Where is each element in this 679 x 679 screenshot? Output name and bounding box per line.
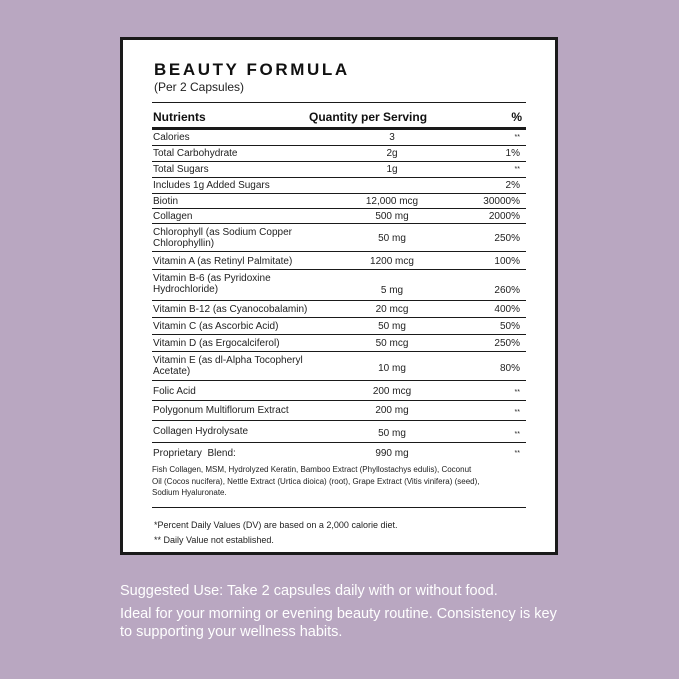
nutrient-percent: ** — [514, 166, 520, 173]
blend-ingredients: Fish Collagen, MSM, Hydrolyzed Keratin, Bamboo Extract (Phyllostachys edulis), Coconut Oil (Cocos nucifera), Nettle Extract (Urtica dioica) (root), Grape Extract (Vitis vinifera) (seed), Sodium Hyaluronate. — [152, 465, 480, 497]
nutrient-quantity: 990 mg — [375, 448, 409, 459]
nutrient-table — [152, 130, 526, 461]
table-row — [152, 443, 526, 461]
footnote-daily-values: *Percent Daily Values (DV) are based on a 2,000 calorie diet. — [154, 520, 398, 530]
nutrient-quantity: 50 mg — [378, 233, 406, 244]
supplement-facts-panel — [120, 37, 558, 555]
nutrient-quantity: 50 mcg — [375, 338, 409, 349]
nutrient-name: Folic Acid — [153, 386, 196, 397]
nutrient-name: Vitamin A (as Retinyl Palmitate) — [153, 256, 293, 267]
table-row — [152, 209, 526, 224]
nutrient-percent: 1% — [505, 148, 520, 159]
nutrient-quantity: 200 mg — [375, 405, 409, 416]
nutrient-name: Proprietary Blend: — [153, 448, 236, 459]
table-row — [152, 194, 526, 209]
table-row — [152, 270, 526, 301]
nutrient-percent: 30000% — [483, 196, 520, 207]
nutrient-name: Total Sugars — [153, 164, 209, 175]
nutrient-name: Calories — [153, 132, 190, 143]
nutrient-percent: ** — [514, 409, 520, 416]
nutrient-name: Vitamin D (as Ergocalciferol) — [153, 338, 280, 349]
nutrient-quantity: 10 mg — [378, 363, 406, 374]
table-row — [152, 318, 526, 335]
table-row — [152, 252, 526, 270]
nutrient-percent: 250% — [494, 233, 520, 244]
nutrient-name: Collagen — [153, 211, 193, 222]
table-row — [152, 301, 526, 318]
table-header — [152, 102, 526, 130]
nutrient-percent: 260% — [494, 285, 520, 296]
usage-note: Ideal for your morning or evening beauty routine. Consistency is key to supporting your wellness habits. — [120, 606, 557, 640]
footnote-not-established: ** Daily Value not established. — [154, 535, 274, 545]
nutrient-quantity: 50 mg — [378, 321, 406, 332]
nutrient-name: Vitamin E (as dl-Alpha Tocopheryl Acetate) — [153, 355, 303, 377]
table-row — [152, 381, 526, 401]
nutrient-name: Vitamin C (as Ascorbic Acid) — [153, 321, 279, 332]
table-row — [152, 335, 526, 352]
table-row — [152, 421, 526, 443]
nutrient-name: Includes 1g Added Sugars — [153, 180, 270, 191]
nutrient-percent: 50% — [499, 321, 520, 332]
table-row — [152, 146, 526, 162]
nutrient-name: Collagen Hydrolysate — [153, 426, 249, 437]
nutrient-name: Polygonum Multiflorum Extract — [153, 405, 289, 416]
nutrient-name: Vitamin B-6 (as Pyridoxine Hydrochloride) — [153, 273, 271, 295]
nutrient-quantity: 200 mcg — [372, 386, 412, 397]
table-row — [152, 130, 526, 146]
nutrient-percent: ** — [514, 431, 520, 438]
suggested-use: Suggested Use: Take 2 capsules daily with or without food. — [120, 583, 498, 599]
nutrient-percent: 80% — [499, 363, 520, 374]
footer-divider — [152, 507, 526, 508]
nutrient-quantity: 50 mg — [378, 428, 406, 439]
header-quantity: Quantity per Serving — [309, 110, 428, 124]
label-title: BEAUTY FORMULA — [154, 60, 350, 79]
table-row — [152, 401, 526, 421]
nutrient-percent: 2000% — [488, 211, 520, 222]
nutrient-quantity: 20 mcg — [375, 304, 409, 315]
nutrient-name: Total Carbohydrate — [153, 148, 238, 159]
label-subtitle: (Per 2 Capsules) — [154, 80, 245, 94]
nutrient-quantity: 3 — [389, 132, 395, 143]
nutrient-name: Biotin — [153, 196, 179, 207]
nutrient-percent: 2% — [505, 180, 520, 191]
table-row — [152, 224, 526, 252]
nutrient-quantity: 2g — [386, 148, 398, 159]
table-row — [152, 352, 526, 381]
nutrient-percent: ** — [514, 389, 520, 396]
nutrient-quantity: 500 mg — [375, 211, 409, 222]
header-nutrients: Nutrients — [153, 110, 206, 124]
header-percent: % — [511, 110, 522, 124]
table-row — [152, 162, 526, 178]
nutrient-name: Chlorophyll (as Sodium Copper Chlorophyllin) — [153, 227, 292, 249]
nutrient-percent: 250% — [494, 338, 520, 349]
nutrient-quantity: 5 mg — [380, 285, 404, 296]
nutrient-percent: ** — [514, 134, 520, 141]
nutrient-quantity: 1200 mcg — [370, 256, 414, 267]
nutrient-percent: ** — [514, 450, 520, 457]
nutrient-percent: 400% — [494, 304, 520, 315]
nutrient-name: Vitamin B-12 (as Cyanocobalamin) — [153, 304, 308, 315]
nutrient-quantity: 1g — [386, 164, 398, 175]
table-row — [152, 178, 526, 194]
nutrient-percent: 100% — [494, 256, 520, 267]
nutrient-quantity: 12,000 mcg — [365, 196, 419, 207]
